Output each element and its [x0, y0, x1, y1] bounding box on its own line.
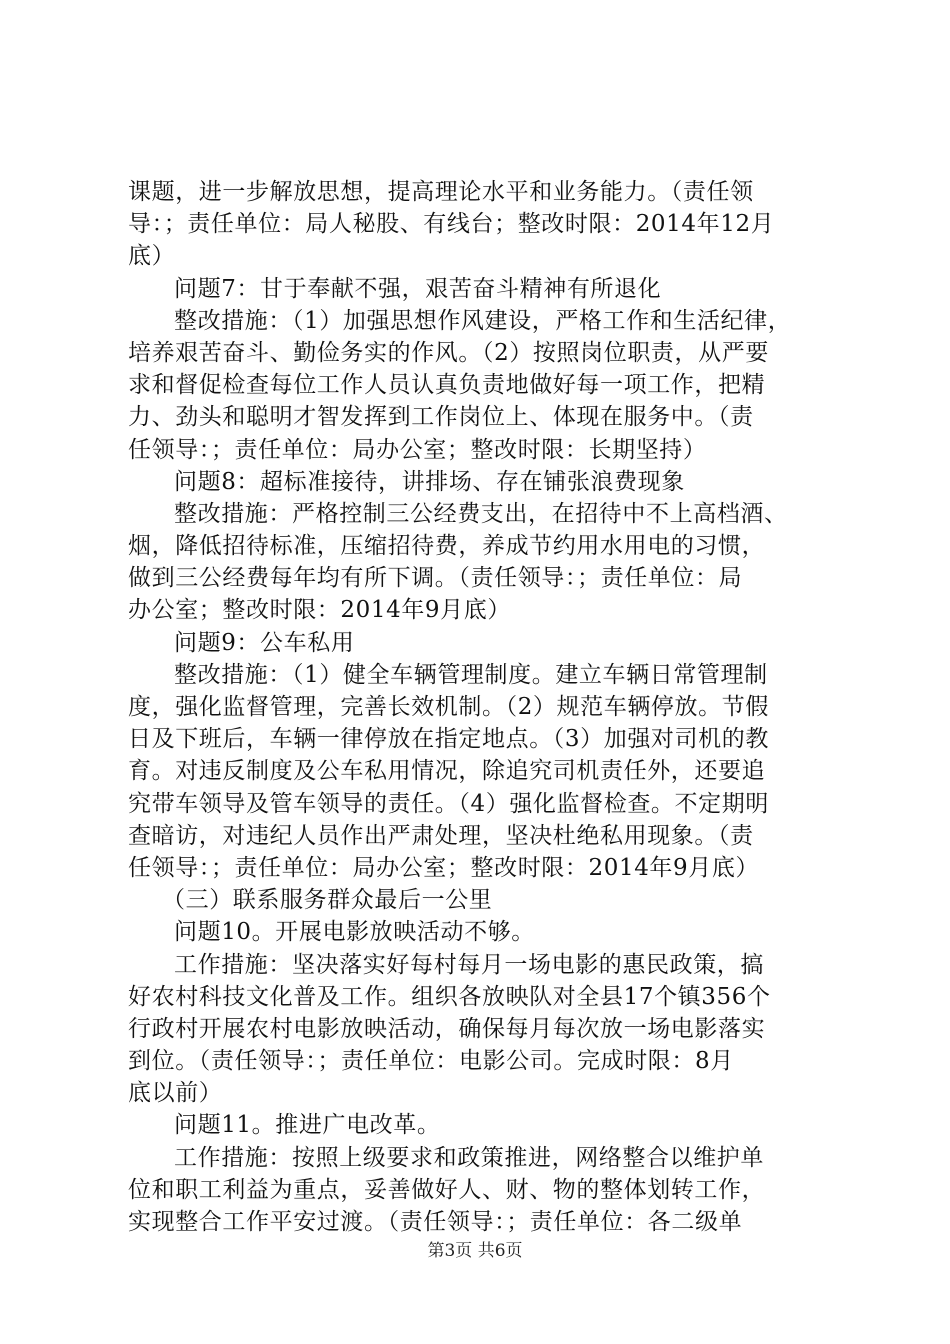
text-line: 整改措施：严格控制三公经费支出，在招待中不上高档酒、	[174, 500, 788, 527]
text-line: 求和督促检查每位工作人员认真负责地做好每一项工作，把精	[128, 372, 766, 399]
text-line: 做到三公经费每年均有所下调。（责任领导：；责任单位：局	[128, 565, 743, 592]
text-line: 整改措施：（1）健全车辆管理制度。建立车辆日常管理制	[174, 661, 768, 688]
text-line: 培养艰苦奋斗、勤俭务实的作风。（2）按照岗位职责，从严要	[128, 339, 769, 366]
text-line: 位和职工利益为重点，妥善做好人、财、物的整体划转工作，	[128, 1176, 766, 1203]
text-line: 力、劲头和聪明才智发挥到工作岗位上、体现在服务中。（责	[128, 404, 754, 431]
issue-heading: 问题8：超标准接待，讲排场、存在铺张浪费现象	[174, 468, 685, 495]
text-line: 育。对违反制度及公车私用情况，除追究司机责任外，还要追	[128, 758, 766, 785]
text-line: 课题，进一步解放思想，提高理论水平和业务能力。（责任领	[128, 179, 754, 205]
text-line: 实现整合工作平安过渡。（责任领导：；责任单位：各二级单	[128, 1209, 743, 1235]
text-line: 任领导：；责任单位：局办公室；整改时限：2014年9月底）	[128, 854, 760, 881]
issue-heading: 问题9：公车私用	[174, 629, 355, 656]
issue-heading: 问题7：甘于奉献不强，艰苦奋斗精神有所退化	[174, 275, 662, 302]
text-line: 底以前）	[128, 1080, 223, 1107]
text-line: 底）	[128, 243, 176, 270]
text-line: 办公室；整改时限：2014年9月底）	[128, 597, 511, 624]
text-line: 究带车领导及管车领导的责任。（4）强化监督检查。不定期明	[128, 790, 769, 817]
text-line: 查暗访，对违纪人员作出严肃处理，坚决杜绝私用现象。（责	[128, 822, 754, 849]
text-line: 日及下班后，车辆一律停放在指定地点。（3）加强对司机的教	[128, 726, 769, 753]
text-line: 好农村科技文化普及工作。组织各放映队对全县17个镇356个	[128, 983, 771, 1010]
text-line: 导：；责任单位：局人秘股、有线台；整改时限：2014年12月	[128, 211, 775, 238]
document-body	[128, 176, 834, 1238]
page-number-footer: 第3页 共6页	[427, 1241, 523, 1261]
issue-heading: 问题10。开展电影放映活动不够。	[174, 919, 535, 946]
text-line: 工作措施：按照上级要求和政策推进，网络整合以维护单	[174, 1144, 764, 1171]
text-line: 度，强化监督管理，完善长效机制。（2）规范车辆停放。节假	[128, 694, 769, 720]
text-line: 任领导：；责任单位：局办公室；整改时限：长期坚持）	[128, 436, 707, 463]
text-line: 烟，降低招待标准，压缩招待费，养成节约用水用电的习惯，	[128, 533, 766, 560]
text-line: 工作措施：坚决落实好每村每月一场电影的惠民政策，搞	[174, 951, 764, 978]
text-line: 到位。（责任领导：；责任单位：电影公司。完成时限：8月	[128, 1048, 734, 1075]
issue-heading: 问题11。推进广电改革。	[174, 1112, 441, 1139]
text-line: 整改措施：（1）加强思想作风建设，严格工作和生活纪律，	[174, 307, 792, 334]
section-heading: （三）联系服务群众最后一公里	[162, 887, 493, 914]
text-line: 行政村开展农村电影放映活动，确保每月每次放一场电影落实	[128, 1015, 766, 1042]
